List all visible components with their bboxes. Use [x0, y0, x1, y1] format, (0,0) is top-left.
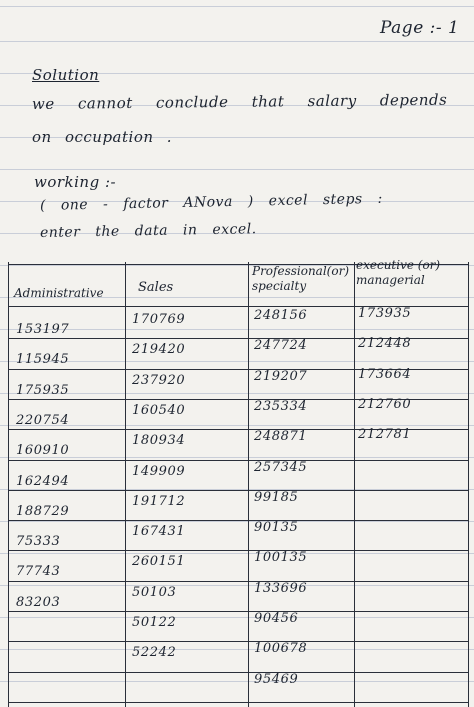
- row-divider: [8, 672, 469, 673]
- row-divider: [8, 611, 469, 612]
- cell-professional: 248156: [254, 308, 308, 323]
- row-divider: [8, 550, 469, 551]
- cell-sales: 191712: [132, 493, 186, 509]
- cell-administrative: 115945: [16, 352, 70, 368]
- cell-sales: 167431: [132, 524, 186, 540]
- cell-administrative: 75333: [16, 534, 61, 550]
- cell-sales: 149909: [132, 463, 186, 479]
- row-divider: [8, 641, 469, 642]
- cell-professional: 100678: [254, 641, 308, 657]
- column-divider: [248, 262, 249, 707]
- header-sales: Sales: [138, 280, 174, 295]
- cell-executive: 173935: [358, 306, 412, 321]
- data-table: [0, 256, 474, 707]
- cell-administrative: 175935: [16, 382, 70, 398]
- cell-sales: 52242: [132, 645, 177, 661]
- working-heading: working :-: [34, 173, 117, 191]
- row-divider: [8, 581, 469, 582]
- header-professional: Professional(or) specialty: [252, 264, 350, 293]
- cell-executive: 173664: [358, 366, 412, 382]
- row-divider: [8, 490, 469, 491]
- table-border: [468, 262, 469, 707]
- column-divider: [354, 262, 355, 707]
- header-administrative: Administrative: [14, 286, 104, 300]
- cell-administrative: 220754: [16, 412, 70, 428]
- cell-sales: 219420: [132, 342, 186, 358]
- cell-professional: 219207: [254, 368, 308, 384]
- cell-executive: 212760: [358, 396, 412, 412]
- cell-professional: 235334: [254, 398, 308, 414]
- cell-administrative: 162494: [16, 473, 70, 489]
- cell-professional: 133696: [254, 580, 308, 596]
- cell-sales: 160540: [132, 402, 186, 418]
- solution-line: on occupation .: [32, 128, 173, 146]
- cell-professional: 248871: [254, 429, 308, 445]
- cell-professional: 100135: [254, 550, 308, 566]
- cell-sales: 170769: [132, 312, 186, 327]
- cell-administrative: 83203: [16, 594, 61, 610]
- column-divider: [125, 262, 126, 707]
- page-number: Page :- 1: [380, 18, 460, 38]
- cell-professional: 257345: [254, 459, 308, 475]
- cell-professional: 90456: [254, 611, 299, 626]
- cell-sales: 237920: [132, 372, 186, 388]
- cell-sales: 50103: [132, 584, 177, 600]
- cell-sales: 180934: [132, 433, 186, 449]
- cell-administrative: 77743: [16, 564, 61, 580]
- cell-professional: 99185: [254, 489, 299, 505]
- cell-professional: 95469: [254, 671, 299, 687]
- cell-administrative: 153197: [16, 322, 70, 337]
- cell-administrative: 188729: [16, 503, 70, 519]
- cell-professional: 90135: [254, 520, 299, 536]
- row-divider: [8, 460, 469, 461]
- row-divider: [8, 520, 469, 521]
- table-border: [8, 262, 9, 707]
- solution-heading: Solution: [32, 66, 100, 84]
- cell-professional: 247724: [254, 338, 308, 354]
- working-line: ( one - factor ANova ) excel steps :: [39, 190, 383, 214]
- header-executive: executive (or) managerial: [356, 258, 441, 287]
- cell-sales: 260151: [132, 554, 186, 570]
- working-line: enter the data in excel.: [39, 221, 257, 241]
- solution-line: we cannot conclude that salary depends: [31, 90, 448, 113]
- cell-executive: 212781: [358, 427, 412, 443]
- cell-administrative: 160910: [16, 443, 70, 459]
- cell-sales: 50122: [132, 615, 177, 630]
- row-divider: [8, 702, 469, 703]
- cell-executive: 212448: [358, 336, 412, 352]
